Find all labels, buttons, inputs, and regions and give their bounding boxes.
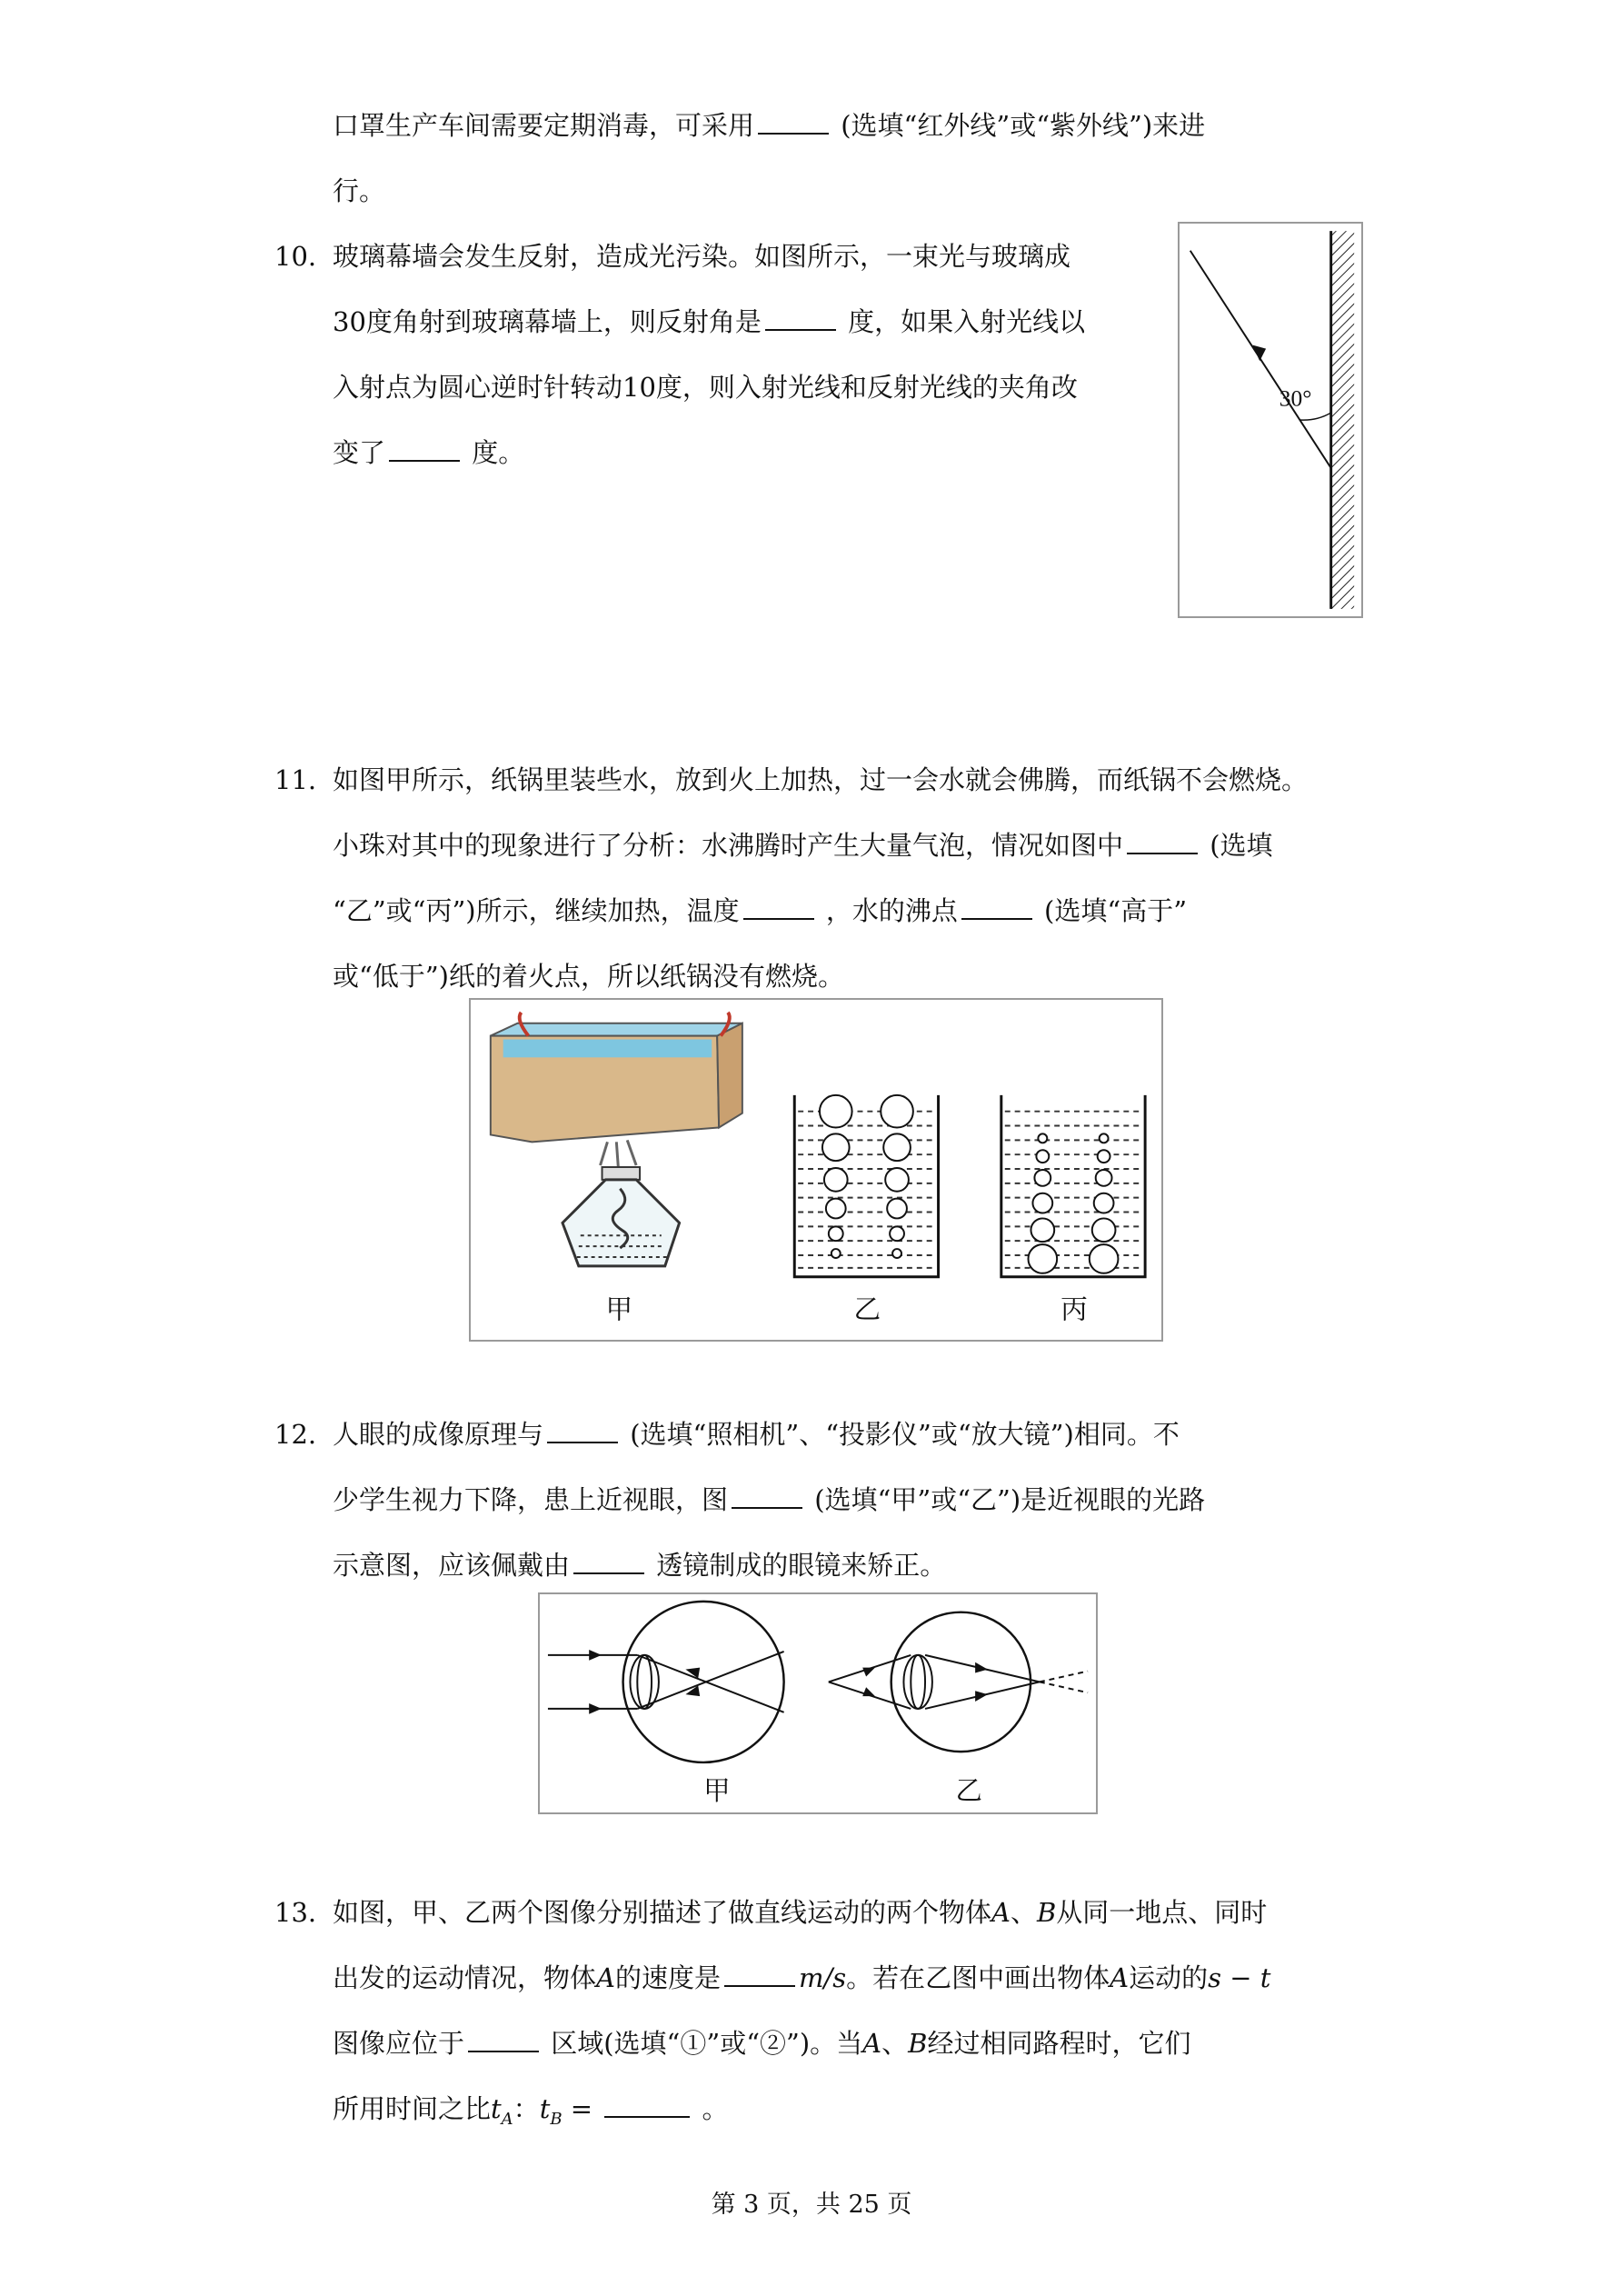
q9-line-2: 行。 [333, 175, 386, 206]
answer-blank[interactable] [765, 309, 836, 331]
caption-jia: 甲 [703, 1775, 731, 1807]
q11-line-3: “乙”或“丙”)所示，继续加热，温度 ，水的沸点 (选填“高于” [333, 895, 1188, 926]
caption-bing: 丙 [1060, 1293, 1088, 1325]
caption-yi: 乙 [955, 1775, 982, 1807]
ray-arrow-icon [862, 1668, 875, 1677]
paper-pot-illustration [491, 1013, 742, 1266]
answer-blank[interactable] [604, 2096, 690, 2118]
q13-line-4: 所用时间之比$t_A$：$t_B$ = 。 [333, 2093, 729, 2129]
angle-arc [1299, 413, 1330, 420]
glass-wall-hatch [1331, 231, 1354, 609]
q10-line-2: 30度角射到玻璃幕墙上，则反射角是 度，如果入射光线以 [333, 306, 1086, 337]
q10-line-1: 玻璃幕墙会发生反射，造成光污染。如图所示，一束光与玻璃成 [333, 241, 1071, 272]
page-footer: 第 3 页，共 25 页 [711, 2191, 912, 2219]
q10-line-3: 入射点为圆心逆时针转动10度，则入射光线和反射光线的夹角改 [333, 372, 1078, 403]
answer-blank[interactable] [389, 440, 460, 462]
caption-jia: 甲 [605, 1293, 633, 1325]
ray-arrow-icon [589, 1703, 602, 1714]
answer-blank[interactable] [547, 1422, 618, 1443]
eye-jia [548, 1602, 784, 1762]
q12-line-1: 人眼的成像原理与 (选填“照相机”、“投影仪”或“放大镜”)相同。不 [333, 1419, 1180, 1450]
answer-blank[interactable] [743, 898, 814, 920]
beaker-bing [1001, 1095, 1145, 1277]
q9-line-1: 口罩生产车间需要定期消毒，可采用 (选填“红外线”或“紫外线”)来进 [333, 110, 1206, 141]
question-number: 12. [274, 1419, 317, 1450]
ray-arrow-icon [862, 1687, 875, 1696]
answer-blank[interactable] [724, 1965, 795, 1987]
eye-optics-figure [538, 1592, 1098, 1814]
answer-blank[interactable] [1127, 833, 1198, 854]
ray-arrow-icon [975, 1662, 988, 1673]
angle-label: 30° [1279, 384, 1312, 412]
answer-blank[interactable] [758, 113, 829, 135]
q11-line-2: 小珠对其中的现象进行了分析：水沸腾时产生大量气泡，情况如图中 (选填 [333, 830, 1273, 861]
q11-line-1: 如图甲所示，纸锅里装些水，放到火上加热，过一会水就会佛腾，而纸锅不会燃烧。 [333, 764, 1309, 795]
mirror-diagram [1180, 224, 1361, 616]
answer-blank[interactable] [468, 2031, 539, 2052]
answer-blank[interactable] [732, 1487, 802, 1509]
answer-blank[interactable] [961, 898, 1032, 920]
q13-line-1: 如图，甲、乙两个图像分别描述了做直线运动的两个物体A、B从同一地点、同时 [333, 1897, 1268, 1928]
ray-arrow-icon [1252, 345, 1266, 362]
q13-line-2: 出发的运动情况，物体A的速度是 m/s。若在乙图中画出物体A运动的s − t [333, 1962, 1271, 1993]
boiling-diagram [471, 1000, 1161, 1340]
question-number: 10. [274, 241, 317, 272]
paper-pot-figure [469, 998, 1163, 1342]
caption-yi: 乙 [853, 1293, 881, 1325]
beaker-yi [794, 1095, 938, 1277]
ray-arrow-icon [589, 1650, 602, 1661]
answer-blank[interactable] [573, 1552, 644, 1574]
q12-line-3: 示意图，应该佩戴由 透镜制成的眼镜来矫正。 [333, 1550, 947, 1581]
q13-line-3: 图像应位于 区域(选填“①”或“②”)。当A、B经过相同路程时，它们 [333, 2028, 1191, 2059]
q10-line-4: 变了 度。 [333, 437, 525, 468]
question-number: 13. [274, 1897, 317, 1928]
q11-line-4: 或“低于”)纸的着火点，所以纸锅没有燃烧。 [333, 961, 844, 992]
q12-line-2: 少学生视力下降，患上近视眼，图 (选填“甲”或“乙”)是近视眼的光路 [333, 1484, 1206, 1515]
question-number: 11. [274, 764, 317, 795]
ray-arrow-icon [975, 1691, 988, 1702]
mirror-reflection-figure [1178, 222, 1363, 618]
eye-yi [829, 1612, 1088, 1752]
eye-diagram [540, 1594, 1096, 1812]
